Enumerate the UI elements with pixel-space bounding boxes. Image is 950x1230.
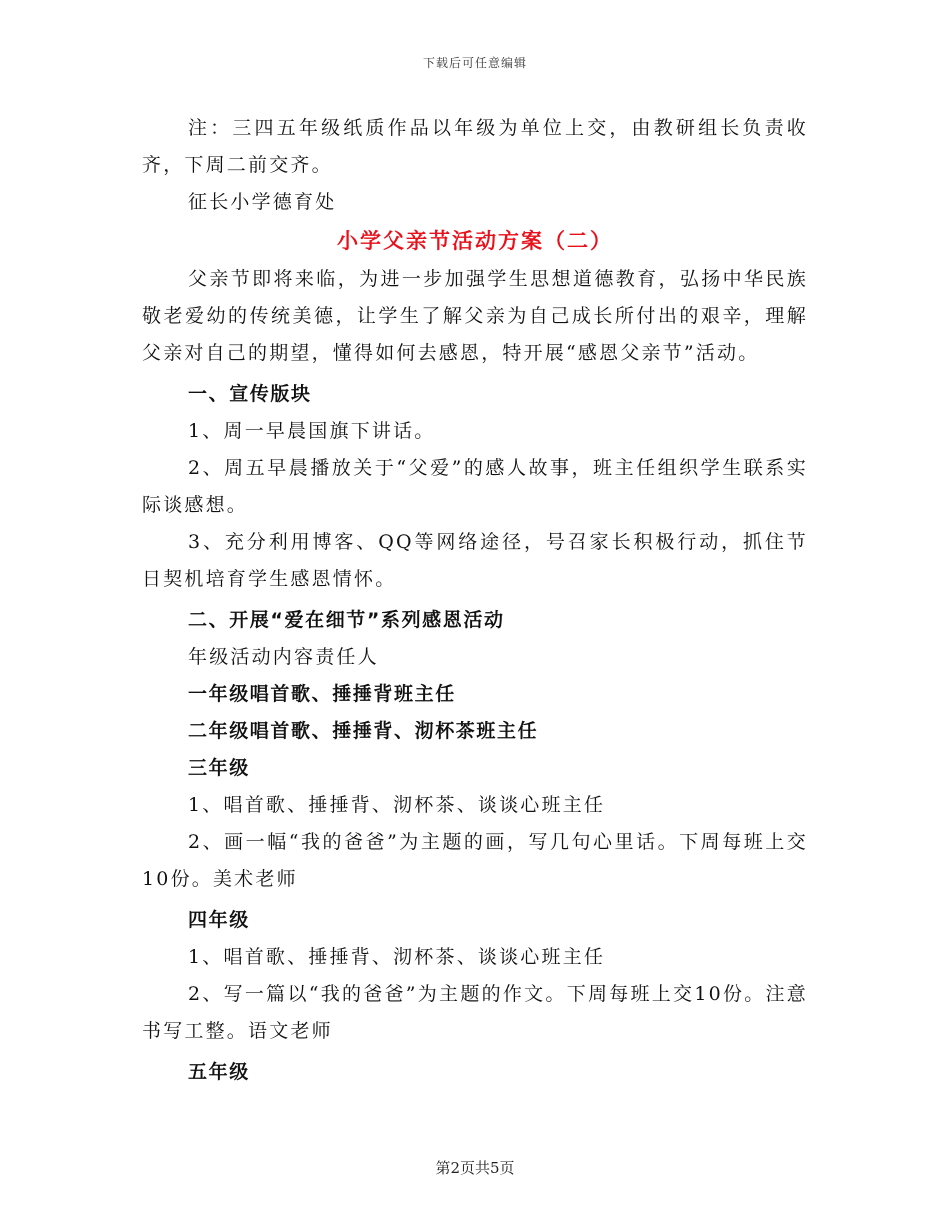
signature: 征长小学德育处	[188, 191, 337, 213]
publicity-item-1: 1、周一早晨国旗下讲话。	[188, 420, 436, 442]
grade5-label: 五年级	[188, 1061, 250, 1083]
document-title: 小学父亲节活动方案（二）	[337, 229, 613, 253]
section-heading-activities: 二、开展“爱在细节”系列感恩活动	[188, 609, 505, 631]
grade3-label: 三年级	[188, 757, 250, 779]
publicity-item-2: 2、周五早晨播放关于“父爱”的感人故事，班主任组织学生联系实际谈感想。	[142, 457, 808, 516]
note-paragraph: 注：三四五年级纸质作品以年级为单位上交，由教研组长负责收齐，下周二前交齐。	[142, 117, 808, 176]
page-number: 第2页共5页	[435, 1159, 515, 1177]
publicity-item-3: 3、充分利用博客、QQ等网络途径，号召家长积极行动，抓住节日契机培育学生感恩情怀。	[142, 531, 808, 590]
grade1-row: 一年级唱首歌、捶捶背班主任	[188, 683, 456, 705]
grade4-item-2: 2、写一篇以“我的爸爸”为主题的作文。下周每班上交10份。注意书写工整。语文老师	[142, 983, 808, 1042]
activity-table-header: 年级活动内容责任人	[188, 646, 379, 668]
section-heading-publicity: 一、宣传版块	[188, 383, 312, 405]
grade3-item-1: 1、唱首歌、捶捶背、沏杯茶、谈谈心班主任	[188, 794, 606, 816]
grade4-label: 四年级	[188, 909, 250, 931]
grade4-item-1: 1、唱首歌、捶捶背、沏杯茶、谈谈心班主任	[188, 946, 606, 968]
opening-paragraph: 父亲节即将来临，为进一步加强学生思想道德教育，弘扬中华民族敬老爱幼的传统美德，让学生了解父亲为自己成长所付出的艰辛，理解父亲对自己的期望，懂得如何去感恩，特开展“感恩父亲节”活动。	[142, 268, 808, 364]
page-header-note: 下载后可任意编辑	[422, 56, 527, 70]
grade2-row: 二年级唱首歌、捶捶背、沏杯茶班主任	[188, 720, 539, 742]
grade3-item-2: 2、画一幅“我的爸爸”为主题的画，写几句心里话。下周每班上交10份。美术老师	[142, 831, 808, 890]
document-body	[142, 110, 808, 1091]
